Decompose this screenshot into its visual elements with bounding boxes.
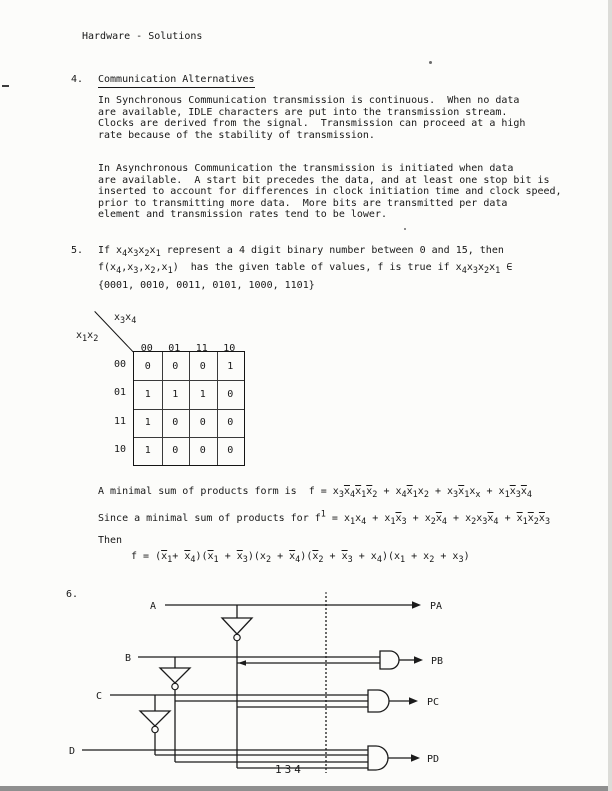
kmap-cell: 1: [144, 388, 151, 400]
inverter-b-bubble: [172, 683, 178, 689]
kmap-row-header: 11: [113, 415, 126, 427]
kmap-col-header: 11: [195, 343, 208, 354]
section-4-title: Communication Alternatives: [98, 74, 255, 88]
input-label-a: A: [150, 601, 157, 612]
kmap-cell: 0: [227, 445, 234, 457]
scan-speck: [404, 228, 406, 230]
kmap-cell: 0: [172, 417, 179, 429]
item-5-line3: {0001, 0010, 0011, 0101, 1000, 1101}: [98, 280, 315, 291]
output-label-pb: PB: [431, 656, 444, 667]
and-gate-pd: [368, 746, 388, 770]
arrowhead-not-a-junction: [238, 660, 246, 666]
and-gate-pc: [368, 690, 389, 712]
kmap-cell: 1: [144, 417, 151, 429]
text-line: element and transmission rates tend to be lower.: [98, 209, 387, 220]
kmap-row-header: 01: [113, 387, 126, 398]
text-line: In Synchronous Communication transmission is continuous. When no data: [98, 95, 520, 106]
arrowhead-pc: [409, 697, 418, 705]
kmap-row-headers: [104, 351, 126, 464]
kmap-cell: 0: [199, 417, 206, 429]
item-6-number: 6.: [66, 589, 79, 600]
kmap-col-header: 00: [140, 343, 153, 354]
kmap-cell: 1: [227, 360, 234, 372]
text-line: prior to transmitting more data. More bits are transmitted per data: [98, 197, 508, 209]
kmap-col-header: 10: [223, 343, 236, 354]
kmap-row-header: 10: [113, 444, 126, 455]
scan-mark: [2, 85, 9, 87]
inverter-c-icon: [140, 711, 170, 726]
scan-right-edge: [608, 0, 612, 791]
kmap-cell: 0: [199, 360, 206, 372]
minimal-sop-equation: A minimal sum of products form is $f = x_3\overline{x}_4\overline{x}_1\overline{x}_2 + x_4\overline{x}_1x_2 + x_3\overline{x}_1x_x + x_1\overline{x}_3\overline{x}_4$: [98, 486, 533, 500]
page-number: 134: [275, 763, 304, 776]
page-header: Hardware - Solutions: [82, 31, 203, 42]
inverter-a-icon: [222, 618, 252, 634]
text-line: inserted to account for differences in clock initiation time and clock speed,: [98, 186, 562, 197]
kmap-column-variable: $x_3x_4$: [114, 312, 137, 326]
kmap-cell: 0: [144, 360, 151, 372]
kmap-col-header: 01: [168, 343, 181, 354]
kmap-cell: 0: [199, 445, 206, 457]
scan-speck: [429, 61, 432, 64]
arrowhead-pa: [412, 601, 421, 609]
text-line: In Asynchronous Communication the transmission is initiated when data: [98, 163, 514, 174]
input-label-c: C: [96, 691, 103, 702]
text-line: rate because of the stability of transmission.: [98, 129, 375, 141]
kmap-cell: 1: [199, 388, 206, 400]
text-line: are available, IDLE characters are put into the transmission stream.: [98, 106, 508, 118]
kmap-cell: 0: [172, 445, 179, 457]
sync-communication-paragraph: [98, 95, 525, 141]
scan-bottom-edge: [0, 786, 612, 791]
arrowhead-pb: [414, 656, 423, 664]
kmap-grid: [133, 351, 245, 466]
input-label-d: D: [69, 746, 76, 757]
and-gate-pb: [380, 651, 399, 669]
inverter-a-bubble: [234, 634, 240, 640]
then-label: Then: [98, 535, 123, 546]
input-label-b: B: [125, 653, 132, 664]
kmap-row-variable: $x_1x_2$: [76, 330, 99, 344]
text-line: are available. A start bit precedes the data, and at least one stop bit is: [98, 174, 550, 186]
text-line: Clocks are derived from the signal. Transmission can proceed at a high: [98, 118, 526, 129]
complement-sop-equation: Since a minimal sum of products for $f^1 = x_1x_4 + x_1\overline{x}_3 + x_2\overline{x}_4 + x_2x_3\overline{x}_4 + \overline{x}_1\overline{x}_2\overline{x}_3$: [98, 509, 551, 527]
arrowhead-pd: [411, 754, 420, 762]
priority-logic-circuit-diagram: [60, 590, 540, 785]
inverter-c-bubble: [152, 726, 158, 732]
product-of-sums-equation: $f = (\overline{x}_1+ \overline{x}_4)(\overline{x}_1 + \overline{x}_3)(x_2 + \overline{x}_4)(\overline{x}_2 + \overline{x}_3 + x_4)(x_1 + x_2 + x_3)$: [131, 551, 470, 565]
item-5-number: 5.: [71, 245, 84, 256]
kmap-cell: 0: [172, 360, 179, 372]
output-label-pc: PC: [427, 697, 440, 708]
output-label-pd: PD: [427, 754, 440, 765]
kmap-cell: 0: [227, 388, 234, 400]
kmap-cell: 1: [172, 388, 179, 400]
inverter-b-icon: [160, 668, 190, 683]
item-5-line2: $f(x_4,x_3,x_2,x_1)$ has the given table of values, f is true if $x_4x_3x_2x_1$ ∈: [98, 262, 513, 276]
item-4-number: 4.: [71, 74, 84, 85]
output-label-pa: PA: [430, 601, 443, 612]
item-5-line1: If $x_4x_3x_2x_1$ represent a 4 digit binary number between 0 and 15, then: [98, 245, 504, 259]
kmap-cell: 1: [144, 445, 151, 457]
kmap-row-header: 00: [113, 359, 126, 370]
async-communication-paragraph: [98, 163, 562, 221]
kmap-cell: 0: [227, 417, 234, 429]
